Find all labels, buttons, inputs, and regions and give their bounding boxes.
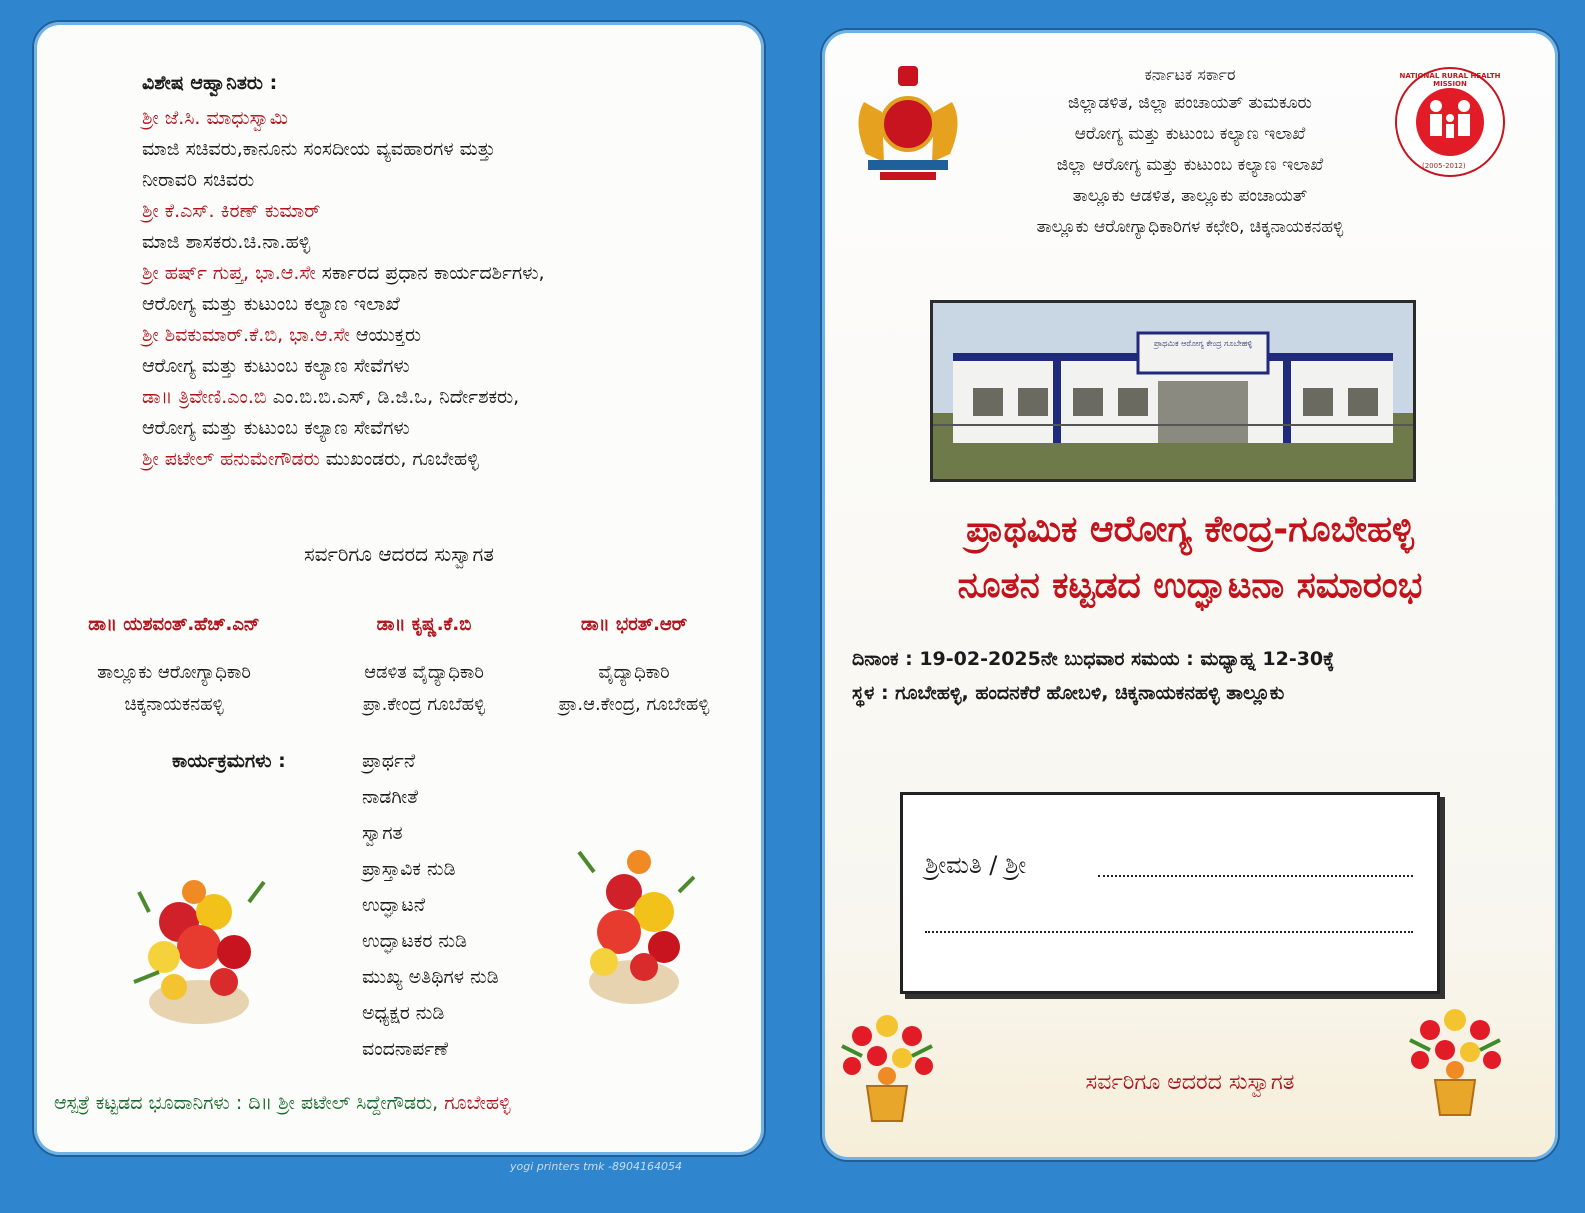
printer-credit: yogi printers tmk -8904164054 (510, 1160, 682, 1173)
venue-line: ಸ್ಥಳ : ಗೂಬೇಹಳ್ಳಿ, ಹಂದನಕೆರೆ ಹೋಬಳಿ, ಚಿಕ್ಕನಾಯಕನಹಳ್ಳಿ ತಾಲ್ಲೂಕು (852, 682, 1285, 704)
doctor-role: ಆಡಳಿತ ವೈದ್ಯಾಧಿಕಾರಿ (364, 662, 484, 683)
guest-line: ಆರೋಗ್ಯ ಮತ್ತು ಕುಟುಂಬ ಕಲ್ಯಾಣ ಇಲಾಖೆ (142, 293, 400, 315)
right-page (820, 28, 1560, 1162)
doctor-role: ತಾಲ್ಲೂಕು ಆರೋಗ್ಯಾಧಿಕಾರಿ (97, 662, 251, 683)
flower-bouquet-right-icon (554, 832, 714, 1012)
guest-line: ಶ್ರೀ ಪಟೇಲ್ ಹನುಮೇಗೌಡರು ಮುಖಂಡರು, ಗೂಬೇಹಳ್ಳಿ (142, 448, 479, 470)
govt-line: ಆರೋಗ್ಯ ಮತ್ತು ಕುಟುಂಬ ಕಲ್ಯಾಣ ಇಲಾಖೆ (1074, 124, 1306, 144)
title-line-1: ಪ್ರಾಥಮಿಕ ಆರೋಗ್ಯ ಕೇಂದ್ರ-ಗೂಬೇಹಳ್ಳಿ (966, 509, 1414, 550)
doctor-role: ವೈದ್ಯಾಧಿಕಾರಿ (598, 662, 670, 683)
guest-line: ಆರೋಗ್ಯ ಮತ್ತು ಕುಟುಂಬ ಕಲ್ಯಾಣ ಸೇವೆಗಳು (142, 355, 410, 377)
program-item: ಉದ್ಘಾಟಕರ ನುಡಿ (362, 930, 468, 952)
doctor-column (514, 614, 754, 726)
doctor-column (304, 614, 544, 726)
doctor-place: ಚಿಕ್ಕನಾಯಕನಹಳ್ಳಿ (124, 694, 224, 715)
program-item: ವಂದನಾರ್ಪಣೆ (362, 1038, 449, 1060)
invitee-label: ಶ್ರೀಮತಿ / ಶ್ರೀ (925, 851, 1027, 879)
doctor-column (54, 614, 294, 726)
govt-line: ತಾಲ್ಲೂಕು ಆರೋಗ್ಯಾಧಿಕಾರಿಗಳ ಕಛೇರಿ, ಚಿಕ್ಕನಾಯಕನಹಳ್ಳಿ (1036, 217, 1344, 237)
doctor-name: ಡಾ॥ ಯಶವಂತ್.ಹೆಚ್.ಎನ್ (88, 614, 260, 635)
flower-bouquet-left-icon (119, 852, 279, 1032)
donors-label: ಆಸ್ಪತ್ರೆ ಕಟ್ಟಡದ ಭೂದಾನಿಗಳು : ದಿ॥ ಶ್ರೀ ಪಟೇಲ್ ಸಿದ್ದೇಗೌಡರು, (54, 1092, 439, 1114)
event-title (822, 502, 1558, 614)
government-header (822, 65, 1558, 248)
govt-line: ತಾಲ್ಲೂಕು ಆಡಳಿತ, ತಾಲ್ಲೂಕು ಪಂಚಾಯತ್ (1072, 186, 1308, 206)
govt-line: ಜಿಲ್ಲಾಡಳಿತ, ಜಿಲ್ಲಾ ಪಂಚಾಯತ್ ತುಮಕೂರು (1068, 93, 1312, 113)
nrhm-years: (2005-2012) (1422, 162, 1466, 170)
date-time-line: ದಿನಾಂಕ : 19-02-2025ನೇ ಬುಧವಾರ ಸಮಯ : ಮಧ್ಯಾಹ್ನ 12-30ಕ್ಕೆ (852, 648, 1335, 670)
guest-line: ನೀರಾವರಿ ಸಚಿವರು (142, 169, 255, 191)
guest-line: ಮಾಜಿ ಶಾಸಕರು.ಚಿ.ನಾ.ಹಳ್ಳಿ (142, 231, 311, 253)
building-illustration-icon (933, 303, 1413, 479)
program-item: ಸ್ವಾಗತ (362, 822, 403, 844)
donors-line (54, 1092, 754, 1114)
program-item: ನಾಡಗೀತೆ (362, 786, 419, 808)
program-list (362, 750, 499, 1074)
left-page (32, 20, 766, 1157)
program-item: ಪ್ರಾರ್ಥನೆ (362, 750, 416, 772)
guest-line: ಶ್ರೀ ಹರ್ಷ್ ಗುಪ್ತ, ಭಾ.ಆ.ಸೇ ಸರ್ಕಾರದ ಪ್ರಧಾನ ಕಾರ್ಯದರ್ಶಿಗಳು, (142, 262, 545, 284)
welcome-text: ಸರ್ವರಿಗೂ ಆದರದ ಸುಸ್ವಾಗತ (304, 542, 494, 566)
building-sign: ಪ್ರಾಥಮಿಕ ಆರೋಗ್ಯ ಕೇಂದ್ರ ಗೂಬೇಹಳ್ಳಿ (1153, 339, 1253, 348)
flower-basket-right-icon (1400, 990, 1510, 1120)
guest-line: ಶ್ರೀ ಕೆ.ಎಸ್. ಕಿರಣ್ ಕುಮಾರ್ (142, 200, 321, 222)
program-item: ಮುಖ್ಯ ಅತಿಥಿಗಳ ನುಡಿ (362, 966, 499, 988)
guests-title: ವಿಶೇಷ ಆಹ್ವಾನಿತರು : (142, 72, 278, 94)
doctor-name: ಡಾ॥ ಕೃಷ್ಣ.ಕೆ.ಬಿ (376, 614, 472, 635)
program-item: ಪ್ರಾಸ್ತಾವಿಕ ನುಡಿ (362, 858, 456, 880)
title-line-2: ನೂತನ ಕಟ್ಟಡದ ಉದ್ಘಾಟನಾ ಸಮಾರಂಭ (957, 565, 1423, 606)
doctor-name: ಡಾ॥ ಭರತ್.ಆರ್ (580, 614, 688, 635)
doctor-place: ಪ್ರಾ.ಆ.ಕೇಂದ್ರ, ಗೂಬೇಹಳ್ಳಿ (558, 694, 710, 715)
guest-line: ಶ್ರೀ ಜೆ.ಸಿ. ಮಾಧುಸ್ವಾಮಿ (142, 107, 288, 129)
donors-place: ಗೂಬೇಹಳ್ಳಿ (444, 1092, 511, 1114)
flower-basket-left-icon (832, 996, 942, 1126)
nrhm-logo-text: NATIONAL RURAL HEALTH MISSION (1399, 72, 1501, 88)
program-item: ಅಧ್ಯಕ್ಷರ ನುಡಿ (362, 1002, 445, 1024)
govt-line: ಕರ್ನಾಟಕ ಸರ್ಕಾರ (1144, 65, 1236, 84)
invitee-name-line (1098, 875, 1413, 877)
invitee-box (900, 792, 1440, 994)
guest-line: ಶ್ರೀ ಶಿವಕುಮಾರ್.ಕೆ.ಬಿ, ಭಾ.ಆ.ಸೇ ಆಯುಕ್ತರು (142, 324, 422, 346)
guest-line: ಮಾಜಿ ಸಚಿವರು,ಕಾನೂನು ಸಂಸದೀಯ ವ್ಯವಹಾರಗಳ ಮತ್ತು (142, 138, 496, 160)
special-guests (142, 72, 742, 479)
building-photo (930, 300, 1416, 482)
program-label: ಕಾರ್ಯಕ್ರಮಗಳು : (172, 750, 286, 772)
invitee-name-line-2 (925, 931, 1413, 933)
doctor-place: ಪ್ರಾ.ಕೇಂದ್ರ ಗೂಬೆಹಳ್ಳಿ (362, 694, 486, 715)
guest-line: ಆರೋಗ್ಯ ಮತ್ತು ಕುಟುಂಬ ಕಲ್ಯಾಣ ಸೇವೆಗಳು (142, 417, 410, 439)
program-item: ಉದ್ಘಾಟನೆ (362, 894, 426, 916)
guest-line: ಡಾ॥ ತ್ರಿವೇಣಿ.ಎಂ.ಬಿ ಎಂ.ಬಿ.ಬಿ.ಎಸ್, ಡಿ.ಜಿ.ಒ, ನಿರ್ದೇಶಕರು, (142, 386, 520, 408)
welcome-footer: ಸರ್ವರಿಗೂ ಆದರದ ಸುಸ್ವಾಗತ (1085, 1070, 1295, 1095)
govt-line: ಜಿಲ್ಲಾ ಆರೋಗ್ಯ ಮತ್ತು ಕುಟುಂಬ ಕಲ್ಯಾಣ ಇಲಾಖೆ (1056, 155, 1324, 175)
